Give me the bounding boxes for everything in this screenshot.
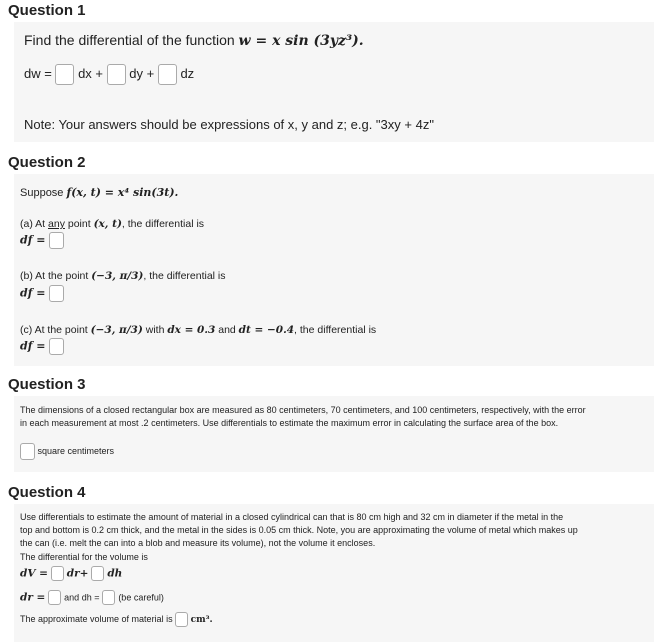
q4-approx-row — [20, 612, 213, 627]
q2-c-tail: , the differential is — [294, 324, 377, 336]
q3-text-line-2: in each measurement at most .2 centimeters. Use differentials to estimate the maximum error in calculating the surface area of the box. — [20, 418, 559, 428]
q2-c-input[interactable] — [49, 338, 64, 355]
q1-answer-row — [24, 64, 194, 85]
q2-c-pre: (c) At the point — [20, 324, 91, 336]
q4-volume-input[interactable] — [175, 612, 188, 627]
q4-text-line-1: Use differentials to estimate the amount of material in a closed cylindrical can that is 80 cm high and 32 cm in diameter if the metal in the — [20, 512, 564, 522]
q2-a-pre: (a) At — [20, 218, 49, 230]
q1-dz-coefficient-input[interactable] — [158, 64, 177, 85]
q4-dr-coefficient-input[interactable] — [51, 566, 64, 581]
q4-dr-value-input[interactable] — [48, 590, 61, 605]
q4-dr-dh-row — [20, 590, 164, 605]
q2-a-post: point — [64, 218, 94, 230]
q1-dx-coefficient-input[interactable] — [55, 64, 74, 85]
q2-b-point: (−3, π/3) — [91, 270, 144, 282]
q2-a-input[interactable] — [49, 232, 64, 249]
q1-dy-label: dy + — [129, 65, 155, 81]
q2-part-c-text — [20, 324, 376, 336]
q2-a-tail: , the differential is — [121, 218, 205, 230]
q4-text-line-2: top and bottom is 0.2 cm thick, and the metal in the sides is 0.05 cm thick. Note, you are approximating the volume of metal which makes up — [20, 525, 578, 535]
question-3-title: Question 3 — [8, 376, 86, 393]
q2-a-df: df = — [20, 233, 46, 247]
question-1-title: Question 1 — [8, 2, 86, 19]
q4-dr-eq-label: dr = — [20, 591, 46, 604]
q4-dh-label: dh — [107, 567, 123, 580]
q1-prompt — [24, 32, 364, 49]
q2-c-dt: dt = −0.4 — [238, 324, 295, 336]
q2-a-any: any — [48, 218, 65, 230]
q2-b-input[interactable] — [49, 285, 64, 302]
q4-dh-coefficient-input[interactable] — [91, 566, 104, 581]
q1-dz-label: dz — [180, 65, 195, 81]
q4-dr-plus-label: dr+ — [66, 567, 89, 580]
q2-c-df: df = — [20, 339, 46, 353]
q1-prompt-text: Find the differential of the function — [24, 32, 239, 48]
q3-answer-row — [20, 443, 114, 460]
question-2-title: Question 2 — [8, 154, 86, 171]
q2-b-df: df = — [20, 286, 46, 300]
q1-dy-coefficient-input[interactable] — [107, 64, 126, 85]
q2-part-a-text — [20, 218, 204, 230]
q4-approx-label: The approximate volume of material is — [20, 613, 173, 624]
q2-part-a-answer — [20, 232, 64, 249]
q2-c-mid: with — [142, 324, 168, 336]
q2-part-c-answer — [20, 338, 64, 355]
q2-c-and: and — [215, 324, 239, 336]
q2-suppose — [20, 186, 178, 199]
q2-c-point: (−3, π/3) — [90, 324, 143, 336]
q4-cm3-unit: cm³. — [190, 614, 213, 625]
q2-function: f(x, t) = x⁴ sin(3t). — [66, 186, 179, 199]
q1-dw-label: dw = — [24, 65, 56, 81]
q4-text-line-3: the can (i.e. melt the can into a blob and measure its volume), not the volume it encloses. — [20, 538, 376, 548]
q2-part-b-answer — [20, 285, 64, 302]
q4-dv-row — [20, 566, 122, 581]
q2-c-dx: dx = 0.3 — [167, 324, 216, 336]
q4-dh-value-input[interactable] — [102, 590, 115, 605]
q1-note: Note: Your answers should be expressions of x, y and z; e.g. "3xy + 4z" — [24, 117, 434, 132]
q4-dv-label: dV = — [20, 567, 48, 580]
q3-surface-error-input[interactable] — [20, 443, 35, 460]
q1-function: w = x sin (3yz³). — [238, 33, 364, 49]
q2-a-point: (x, t) — [93, 218, 122, 230]
q3-unit: square centimeters — [37, 445, 115, 456]
question-4-title: Question 4 — [8, 484, 86, 501]
q4-text-line-4: The differential for the volume is — [20, 552, 148, 562]
q2-suppose-text: Suppose — [20, 187, 67, 199]
q3-text-line-1: The dimensions of a closed rectangular box are measured as 80 centimeters, 70 centimeters, and 100 centimeters, respectively, with the error — [20, 405, 586, 415]
q4-careful-note: (be careful) — [118, 592, 164, 603]
q2-b-tail: , the differential is — [143, 270, 226, 282]
q4-and-dh-label: and dh = — [64, 592, 100, 603]
q2-part-b-text — [20, 270, 226, 282]
q2-b-pre: (b) At the point — [20, 270, 92, 282]
q1-dx-label: dx + — [78, 65, 103, 81]
